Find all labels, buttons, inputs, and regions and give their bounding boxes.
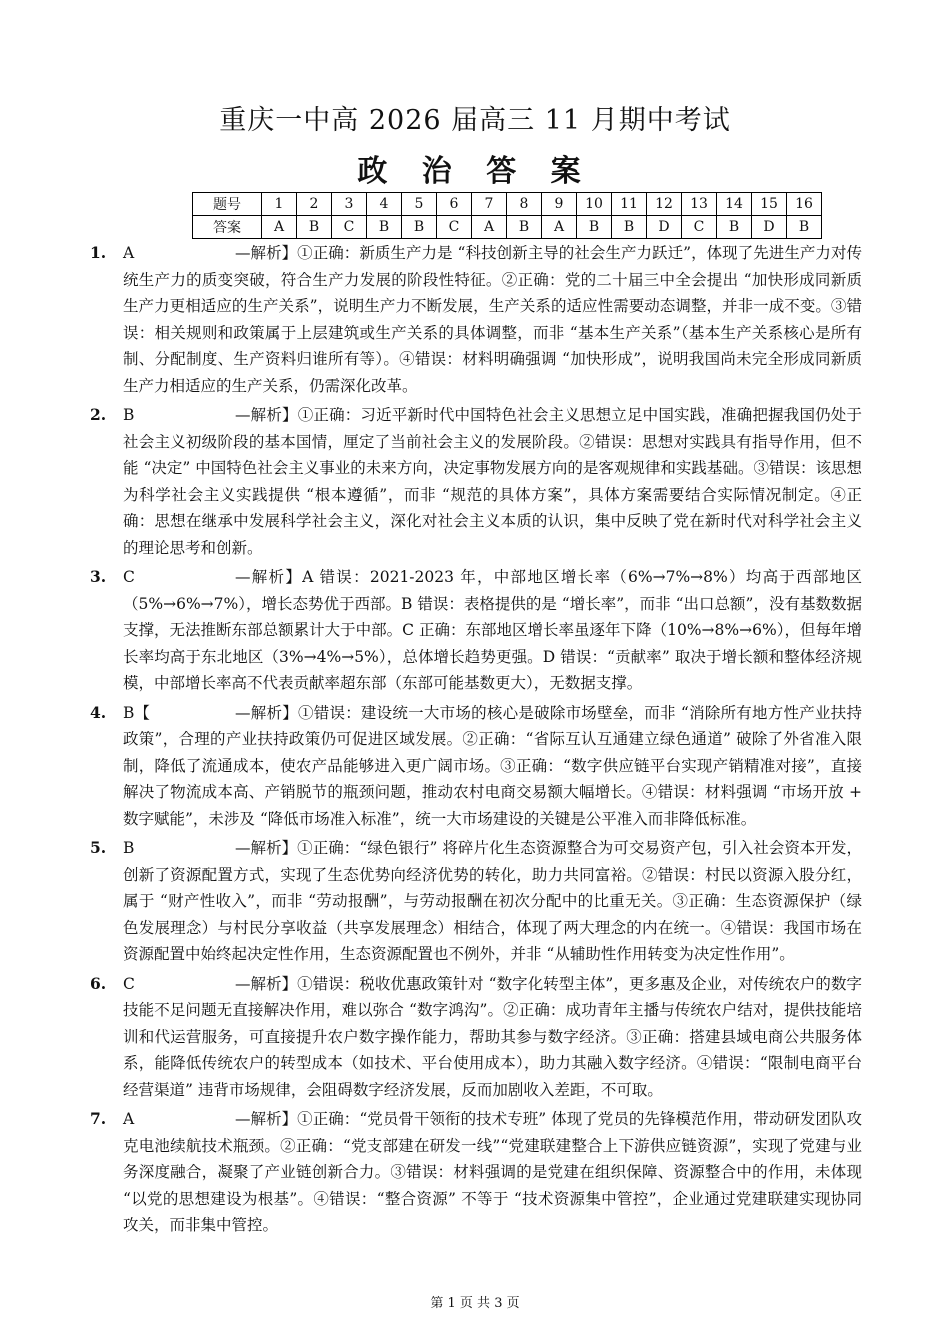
question-analysis: —解析】①错误：税收优惠政策针对 “数字化转型主体”，更多惠及企业，对传统农户的数字技能不足问题无直接解决作用，难以弥合 “数字鸿沟”。②正确：成功青年主播与传统农户结对，提供技能培训和代运营服务，可直接提升农户数字操作能力，帮助其参与数字经济。③正确：搭建县域电商公共服务体系，能降低传统农户的转型成本（如技术、平台使用成本），助力其融入数字经济。④错误：“限制电商平台经营渠道” 违背市场规律，会阻碍数字经济发展，反而加剧收入差距，不可取。 — [123, 974, 862, 1099]
question-answer: B — [123, 406, 135, 424]
question-answer: C — [123, 974, 135, 993]
question-number-cell: 15 — [752, 193, 787, 216]
question-number-cell: 2 — [297, 193, 332, 216]
answer-table-answer-row — [193, 216, 822, 239]
row-label-number: 题号 — [193, 193, 262, 216]
question-analysis: —解析】①正确：习近平新时代中国特色社会主义思想立足中国实践，准确把握我国仍处于社会主义初级阶段的基本国情，厘定了当前社会主义的发展阶段。②错误：思想对实践具有指导作用，但不能 “决定” 中国特色社会主义事业的未来方向，决定事物发展方向的是客观规律和实践基础。③错误：该思想为科学社会主义实践提供 “根本遵循”，而非 “规范的具体方案”，具体方案需要结合实际情况制定。④正确：思想在继承中发展科学社会主义，深化对社会主义本质的认识，集中反映了党在新时代对科学社会主义的理论思考和创新。 — [123, 406, 862, 557]
answer-table — [192, 192, 822, 239]
question-answer: B — [123, 839, 135, 857]
question-explanation-1 — [90, 240, 862, 399]
answer-cell: D — [752, 216, 787, 239]
question-answer: A — [123, 1110, 135, 1128]
page-footer: 第 1 页 共 3 页 — [430, 1296, 520, 1311]
answer-cell: B — [367, 216, 402, 239]
question-analysis: —解析】A 错误：2021-2023 年，中部地区增长率（6%→7%→8%）均高于西部地区（5%→6%→7%），增长态势优于西部。B 错误：表格提供的是 “增长率”，而非 “出口总额”，没有基数数据支撑，无法推断东部总额累计大于中部。C 正确：东部地区增长率虽逐年下降（10%→8%→6%），但每年增长率均高于东北地区（3%→4%→5%），总体增长趋势更强。D 错误：“贡献率” 取决于增长额和整体经济规模，中部增长率高不代表贡献率超东部（东部可能基数更大），无数据支撑。 — [123, 568, 862, 692]
answer-cell: B — [402, 216, 437, 239]
question-number: 5. — [90, 838, 107, 857]
answer-cell: D — [647, 216, 682, 239]
question-number-cell: 10 — [577, 193, 612, 216]
page-subtitle: 政 治 答 案 — [357, 154, 593, 189]
question-number-cell: 16 — [787, 193, 822, 216]
question-number-cell: 4 — [367, 193, 402, 216]
answer-cell: C — [332, 216, 367, 239]
question-number-cell: 5 — [402, 193, 437, 216]
answer-table-number-row — [193, 193, 822, 216]
answer-cell: A — [542, 216, 577, 239]
question-number-cell: 6 — [437, 193, 472, 216]
question-explanation-5 — [90, 835, 862, 968]
question-number-cell: 14 — [717, 193, 752, 216]
question-analysis: —解析】①正确：新质生产力是 “科技创新主导的社会生产力跃迁”，体现了先进生产力对传统生产力的质变突破，符合生产力发展的阶段性特征。②正确：党的二十届三中全会提出 “加快形成同新质生产力更相适应的生产关系”，说明生产力不断发展，生产关系的适应性需要动态调整，并非一成不变。③错误：相关规则和政策属于上层建筑或生产关系的具体调整，而非 “基本生产关系”（基本生产关系核心是所有制、分配制度、生产资料归谁所有等）。④错误：材料明确强调 “加快形成”，说明我国尚未完全形成同新质生产力相适应的生产关系，仍需深化改革。 — [123, 244, 862, 395]
question-explanation-4 — [90, 700, 862, 833]
answer-cell: B — [612, 216, 647, 239]
question-number-cell: 1 — [262, 193, 297, 216]
question-explanation-6 — [90, 971, 862, 1104]
question-answer: B【 — [123, 703, 150, 722]
question-number-cell: 9 — [542, 193, 577, 216]
question-number-cell: 13 — [682, 193, 717, 216]
question-number: 1. — [90, 243, 107, 262]
question-explanation-3 — [90, 564, 862, 697]
question-answer: C — [123, 568, 135, 586]
question-answer: A — [123, 244, 135, 262]
page-title: 重庆一中高 2026 届高三 11 月期中考试 — [219, 105, 731, 136]
question-number: 2. — [90, 405, 107, 424]
answer-cell: C — [437, 216, 472, 239]
question-number-cell: 12 — [647, 193, 682, 216]
question-number-cell: 3 — [332, 193, 367, 216]
answer-cell: A — [262, 216, 297, 239]
question-explanation-2 — [90, 402, 862, 561]
question-explanation-7 — [90, 1106, 862, 1239]
question-number: 3. — [90, 567, 107, 586]
answer-cell: B — [787, 216, 822, 239]
question-analysis: —解析】①正确：“绿色银行” 将碎片化生态资源整合为可交易资产包，引入社会资本开发，创新了资源配置方式，实现了生态优势向经济优势的转化，助力共同富裕。②错误：村民以资源入股分红，属于 “财产性收入”，而非 “劳动报酬”，与劳动报酬在初次分配中的比重无关。③正确：生态资源保护（绿色发展理念）与村民分享收益（共享发展理念）相结合，体现了两大理念的内在统一。④错误：我国市场在资源配置中始终起决定性作用，生态资源配置也不例外，并非 “从辅助性作用转变为决定性作用”。 — [123, 839, 862, 963]
question-number-cell: 8 — [507, 193, 542, 216]
answer-cell: A — [472, 216, 507, 239]
answer-cell: B — [507, 216, 542, 239]
answer-cell: B — [577, 216, 612, 239]
question-analysis: —解析】①正确：“党员骨干领衔的技术专班” 体现了党员的先锋模范作用，带动研发团队攻克电池续航技术瓶颈。②正确：“党支部建在研发一线”“党建联建整合上下游供应链资源”，实现了党建与业务深度融合，凝聚了产业链创新合力。③错误：材料强调的是党建在组织保障、资源整合中的作用，未体现 “以党的思想建设为根基”。④错误：“整合资源” 不等于 “技术资源集中管控”，企业通过党建联建实现协同攻关，而非集中管控。 — [123, 1110, 862, 1234]
row-label-answer: 答案 — [193, 216, 262, 239]
question-number-cell: 7 — [472, 193, 507, 216]
question-number: 4. — [90, 702, 107, 722]
answer-cell: B — [717, 216, 752, 239]
question-number-cell: 11 — [612, 193, 647, 216]
question-number: 6. — [90, 973, 107, 993]
answer-cell: B — [297, 216, 332, 239]
question-analysis: —解析】①错误：建设统一大市场的核心是破除市场壁垒，而非 “消除所有地方性产业扶持政策”，合理的产业扶持政策仍可促进区域发展。②正确：“省际互认互通建立绿色通道” 破除了外省准入限制，降低了流通成本，使农产品能够进入更广阔市场。③正确：“数字供应链平台实现产销精准对接”，直接解决了物流成本高、产销脱节的瓶颈问题，推动农村电商交易额大幅增长。④错误：材料强调 “市场开放 + 数字赋能”，未涉及 “降低市场准入标准”，统一大市场建设的关键是公平准入而非降低标准。 — [123, 703, 862, 828]
explanation-list — [90, 240, 862, 1242]
answer-cell: C — [682, 216, 717, 239]
question-number: 7. — [90, 1109, 107, 1128]
